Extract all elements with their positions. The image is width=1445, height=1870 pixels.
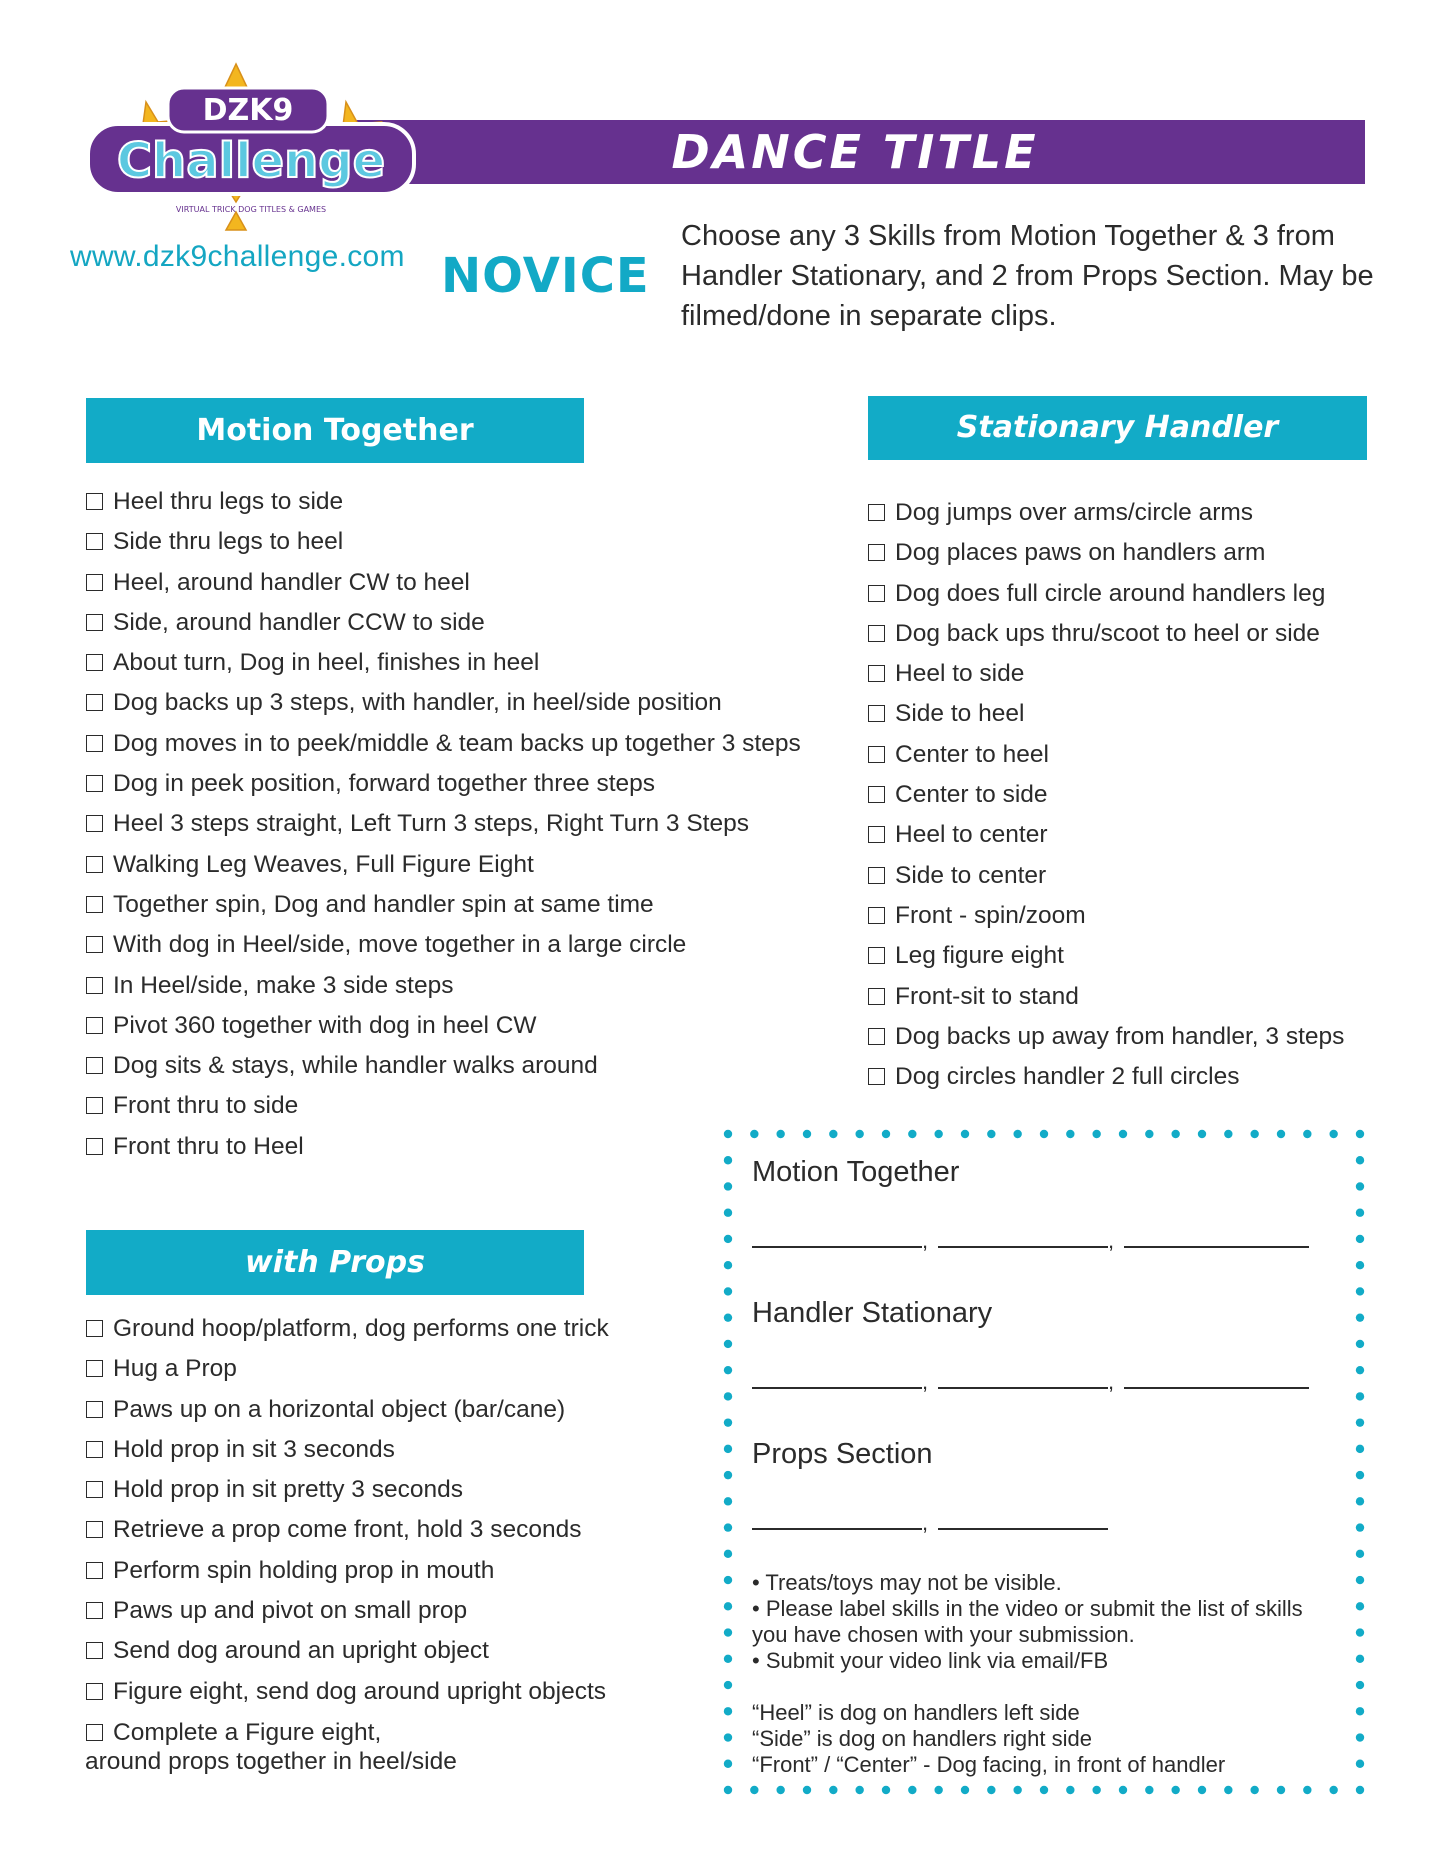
checklist-item[interactable]: Complete a Figure eight, around props together in heel/side [85,1718,457,1775]
border-dot [1145,1130,1153,1138]
border-dot [961,1786,969,1794]
note-item: • Treats/toys may not be visible. [752,1570,1062,1595]
note-item: • Please label skills in the video or submit the list of skills you have chosen with your submission. [752,1596,1309,1647]
motion-together-heading: Motion Together [86,398,584,463]
answer-blank[interactable] [752,1387,922,1389]
answer-blank[interactable] [938,1246,1108,1248]
checkbox[interactable] [868,625,885,642]
border-dot [1356,1497,1364,1505]
border-dot [724,1366,732,1374]
border-dot [724,1313,732,1321]
border-dot [1356,1287,1364,1295]
border-dot [1356,1340,1364,1348]
checklist-item[interactable]: Hold prop in sit 3 seconds [86,1430,609,1470]
border-dot [1303,1130,1311,1138]
checklist-item[interactable]: Dog places paws on handlers arm [868,533,1344,573]
checkbox[interactable] [86,654,103,671]
border-dot [724,1786,732,1794]
checkbox[interactable] [86,936,103,953]
border-dot [1356,1760,1364,1768]
border-dot [724,1235,732,1243]
border-dot [1356,1628,1364,1636]
border-dot [724,1733,732,1741]
checklist-item[interactable]: Side thru legs to heel [86,522,801,562]
border-dot [1356,1209,1364,1217]
border-dot [908,1130,916,1138]
checkbox[interactable] [86,1360,103,1377]
checklist-item[interactable]: Heel to center [868,815,1344,855]
border-dot [1277,1786,1285,1794]
border-dot [1171,1786,1179,1794]
level-label: NOVICE [441,248,650,304]
checklist-item[interactable]: Side to center [868,856,1344,896]
border-dot [829,1786,837,1794]
border-dot [724,1392,732,1400]
checkbox[interactable] [868,988,885,1005]
checklist-item[interactable]: Dog does full circle around handlers leg [868,574,1344,614]
border-dot [1198,1130,1206,1138]
checklist-item[interactable]: Pivot 360 together with dog in heel CW [86,1006,801,1046]
border-dot [1013,1786,1021,1794]
checkbox[interactable] [868,1068,885,1085]
checklist-item[interactable]: Dog circles handler 2 full circles [868,1057,1344,1097]
checkbox[interactable] [86,533,103,550]
border-dot [803,1130,811,1138]
border-dot [1303,1786,1311,1794]
stationary-handler-list [868,493,1344,1097]
border-dot [724,1760,732,1768]
motion-together-selection-label: Motion Together [752,1156,960,1188]
checkbox[interactable] [86,1683,103,1700]
checkbox[interactable] [86,1401,103,1418]
border-dot [724,1182,732,1190]
checkbox[interactable] [86,574,103,591]
checklist-item[interactable]: Dog back ups thru/scoot to heel or side [868,614,1344,654]
checkbox[interactable] [868,585,885,602]
stationary-handler-heading: Stationary Handler [868,396,1367,460]
border-dot [724,1655,732,1663]
border-dot [750,1130,758,1138]
border-dot [1250,1786,1258,1794]
border-dot [1356,1576,1364,1584]
border-dot [724,1340,732,1348]
checklist-item[interactable]: Ground hoop/platform, dog performs one trick [86,1309,609,1349]
border-dot [724,1576,732,1584]
checkbox[interactable] [868,907,885,924]
border-dot [1356,1733,1364,1741]
border-dot [1356,1182,1364,1190]
checklist-item[interactable]: Walking Leg Weaves, Full Figure Eight [86,845,801,885]
border-dot [855,1786,863,1794]
border-dot [1277,1130,1285,1138]
border-dot [987,1130,995,1138]
checklist-item[interactable]: Heel 3 steps straight, Left Turn 3 steps, Right Turn 3 Steps [86,804,801,844]
props-section-selection-label: Props Section [752,1438,933,1470]
checkbox[interactable] [86,493,103,510]
checkbox[interactable] [86,775,103,792]
checklist-item[interactable]: About turn, Dog in heel, finishes in heel [86,643,801,683]
checkbox[interactable] [86,1642,103,1659]
border-dot [1356,1156,1364,1164]
checkbox[interactable] [86,1562,103,1579]
checklist-item[interactable]: Hold prop in sit pretty 3 seconds [86,1470,609,1510]
border-dot [1356,1130,1364,1138]
checklist-item[interactable]: Paws up and pivot on small prop [86,1591,609,1631]
instructions-text: Choose any 3 Skills from Motion Together & 3 from Handler Stationary, and 2 from Props Section. May be filmed/done in separate clips. [681,220,1374,332]
checkbox[interactable] [868,786,885,803]
border-dot [1356,1602,1364,1610]
border-dot [750,1786,758,1794]
checklist-item[interactable]: Dog in peek position, forward together three steps [86,764,801,804]
submission-notes [752,1570,1342,1674]
border-dot [1040,1786,1048,1794]
border-dot [1356,1681,1364,1689]
checklist-item[interactable]: Leg figure eight [868,936,1344,976]
checklist-item[interactable]: Front thru to side [86,1086,801,1126]
border-dot [724,1497,732,1505]
checkbox[interactable] [86,856,103,873]
border-dot [1066,1130,1074,1138]
answer-blank[interactable] [938,1528,1108,1530]
border-dot [803,1786,811,1794]
border-dot [724,1130,732,1138]
border-dot [855,1130,863,1138]
checkbox[interactable] [86,1017,103,1034]
border-dot [724,1628,732,1636]
website-link[interactable]: www.dzk9challenge.com [70,240,405,273]
border-dot [1250,1130,1258,1138]
border-dot [1329,1130,1337,1138]
border-dot [724,1707,732,1715]
checklist-item[interactable]: Side, around handler CCW to side [86,603,801,643]
border-dot [1145,1786,1153,1794]
definition-item: “Heel” is dog on handlers left side [752,1700,1080,1725]
border-dot [724,1209,732,1217]
checkbox[interactable] [86,614,103,631]
answer-blank[interactable] [1124,1246,1309,1248]
checkbox[interactable] [86,1441,103,1458]
border-dot [961,1130,969,1138]
checkbox[interactable] [86,1521,103,1538]
border-dot [724,1156,732,1164]
border-dot [1119,1786,1127,1794]
checklist-item[interactable]: Front thru to Heel [86,1127,801,1167]
checklist-item[interactable]: Dog moves in to peek/middle & team backs up together 3 steps [86,724,801,764]
checkbox[interactable] [868,665,885,682]
border-dot [1224,1130,1232,1138]
answer-blank[interactable] [938,1387,1108,1389]
border-dot [1092,1786,1100,1794]
checkbox[interactable] [86,815,103,832]
props-section-blanks: , [752,1510,1108,1536]
logo-graphic [86,62,416,237]
border-dot [724,1445,732,1453]
border-dot [882,1786,890,1794]
motion-together-list [86,482,801,1167]
motion-together-blanks: , , [752,1228,1309,1254]
border-dot [776,1130,784,1138]
checklist-item[interactable]: Heel, around handler CW to heel [86,563,801,603]
answer-blank[interactable] [752,1246,922,1248]
border-dot [724,1523,732,1531]
checklist-item[interactable]: Figure eight, send dog around upright objects [86,1672,609,1712]
checklist-item[interactable]: Dog jumps over arms/circle arms [868,493,1344,533]
checkbox[interactable] [86,1138,103,1155]
border-dot [724,1550,732,1558]
border-dot [1198,1786,1206,1794]
checkbox[interactable] [86,896,103,913]
border-dot [724,1261,732,1269]
checkbox[interactable] [868,705,885,722]
checkbox[interactable] [86,1724,103,1741]
border-dot [1356,1707,1364,1715]
border-dot [1356,1550,1364,1558]
border-dot [1356,1786,1364,1794]
dzk9-challenge-logo [86,62,416,237]
checklist-item[interactable]: With dog in Heel/side, move together in a large circle [86,925,801,965]
border-dot [1092,1130,1100,1138]
border-dot [724,1471,732,1479]
border-dot [1356,1471,1364,1479]
checklist-item[interactable]: Hug a Prop [86,1349,609,1389]
handler-stationary-blanks: , , [752,1369,1309,1395]
border-dot [1224,1786,1232,1794]
checkbox[interactable] [86,1097,103,1114]
border-dot [1356,1313,1364,1321]
with-props-heading: with Props [86,1230,584,1295]
checklist-item[interactable]: Side to heel [868,694,1344,734]
logo-tagline: VIRTUAL TRICK DOG TITLES & GAMES [175,205,327,214]
border-dot [1013,1130,1021,1138]
border-dot [882,1130,890,1138]
definition-item: “Front” / “Center” - Dog facing, in front of handler [752,1752,1226,1777]
answer-blank[interactable] [1124,1387,1309,1389]
border-dot [1356,1366,1364,1374]
checklist-item[interactable]: In Heel/side, make 3 side steps [86,966,801,1006]
border-dot [1356,1445,1364,1453]
checkbox[interactable] [86,1602,103,1619]
logo-top-text: DZK9 [202,93,294,128]
checklist-item[interactable]: Center to heel [868,735,1344,775]
logo-main-text: Challenge [116,133,386,189]
checklist-item[interactable]: Heel thru legs to side [86,482,801,522]
border-dot [1356,1261,1364,1269]
border-dot [829,1130,837,1138]
checkbox[interactable] [86,1057,103,1074]
border-dot [1040,1130,1048,1138]
checklist-item[interactable]: Retrieve a prop come front, hold 3 seconds [86,1510,609,1550]
checklist-item[interactable]: Center to side [868,775,1344,815]
checklist-item[interactable]: Send dog around an upright object [86,1631,609,1671]
border-dot [1356,1523,1364,1531]
checkbox[interactable] [86,694,103,711]
checklist-item[interactable]: Front-sit to stand [868,977,1344,1017]
checkbox[interactable] [868,504,885,521]
checklist-item[interactable]: Paws up on a horizontal object (bar/cane) [86,1390,609,1430]
checklist-item[interactable]: Dog backs up away from handler, 3 steps [868,1017,1344,1057]
border-dot [987,1786,995,1794]
handler-stationary-selection-label: Handler Stationary [752,1297,993,1329]
border-dot [1066,1786,1074,1794]
border-dot [934,1130,942,1138]
checklist-item[interactable]: Perform spin holding prop in mouth [86,1551,609,1591]
checkbox[interactable] [86,735,103,752]
border-dot [776,1786,784,1794]
with-props-list [86,1309,609,1776]
checkbox[interactable] [868,947,885,964]
border-dot [724,1602,732,1610]
border-dot [724,1418,732,1426]
checklist-item[interactable]: Dog backs up 3 steps, with handler, in heel/side position [86,683,801,723]
border-dot [1356,1655,1364,1663]
checkbox[interactable] [868,867,885,884]
checkbox[interactable] [86,1481,103,1498]
border-dot [934,1786,942,1794]
border-dot [908,1786,916,1794]
checklist-item[interactable]: Together spin, Dog and handler spin at same time [86,885,801,925]
checkbox[interactable] [86,1320,103,1337]
border-dot [724,1681,732,1689]
checkbox[interactable] [868,544,885,561]
position-definitions [752,1700,1352,1778]
border-dot [1356,1235,1364,1243]
checklist-item[interactable]: Heel to side [868,654,1344,694]
border-dot [1171,1130,1179,1138]
checkbox[interactable] [86,977,103,994]
checklist-item[interactable]: Dog sits & stays, while handler walks around [86,1046,801,1086]
border-dot [1119,1130,1127,1138]
border-dot [1356,1392,1364,1400]
answer-blank[interactable] [752,1528,922,1530]
checkbox[interactable] [868,826,885,843]
checklist-item[interactable]: Front - spin/zoom [868,896,1344,936]
page-title: DANCE TITLE [671,125,1039,179]
border-dot [1356,1418,1364,1426]
checkbox[interactable] [868,746,885,763]
checkbox[interactable] [868,1028,885,1045]
definition-item: “Side” is dog on handlers right side [752,1726,1092,1751]
border-dot [1329,1786,1337,1794]
note-item: • Submit your video link via email/FB [752,1648,1109,1673]
border-dot [724,1287,732,1295]
